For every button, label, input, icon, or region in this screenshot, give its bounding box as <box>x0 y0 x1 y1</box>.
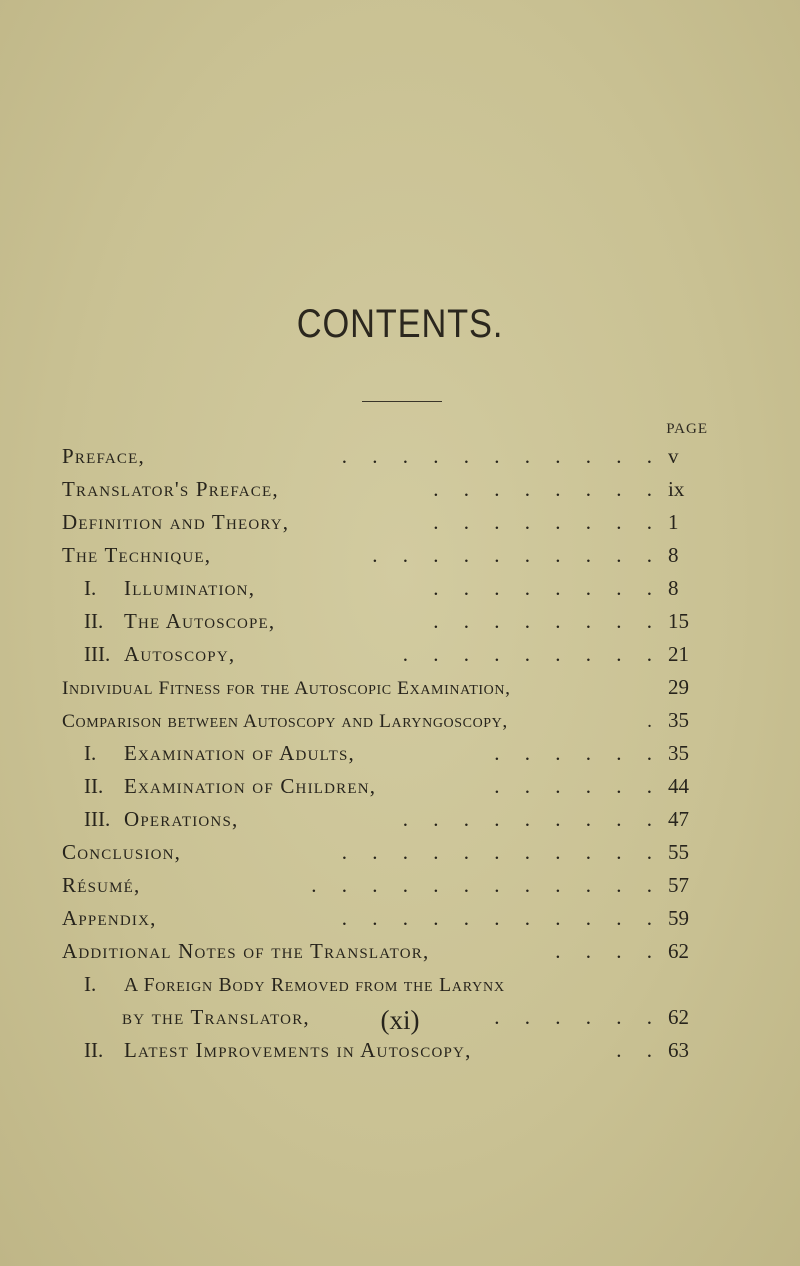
entry-leader: . . . . . . <box>494 741 662 765</box>
entry-page: 1 <box>668 510 679 534</box>
entry-leader: . . . . <box>555 939 662 963</box>
toc-entry-additional-notes <box>62 936 708 966</box>
entry-label: Latest Improvements in Autoscopy, <box>124 1038 472 1062</box>
toc-entry-resume <box>62 870 708 900</box>
entry-label: Definition and Theory, <box>62 510 290 534</box>
entry-label: The Autoscope, <box>124 609 276 633</box>
toc-entry-translators-preface <box>62 474 708 504</box>
entry-numeral: II. <box>84 609 104 633</box>
entry-label: Illumination, <box>124 576 256 600</box>
entry-page: 8 <box>668 576 679 600</box>
entry-label: Examination of Children, <box>124 774 377 798</box>
entry-page: 35 <box>668 741 689 765</box>
entry-leader: . . . . . . . . <box>433 576 662 600</box>
entry-numeral: I. <box>84 741 97 765</box>
entry-leader: . . . . . . . . . <box>402 642 662 666</box>
entry-label: Additional Notes of the Translator, <box>62 939 430 963</box>
entry-numeral: III. <box>84 642 111 666</box>
entry-label: Operations, <box>124 807 239 831</box>
toc-entry-comparison <box>62 705 708 735</box>
entry-leader: . <box>647 711 662 732</box>
entry-page: 35 <box>668 708 689 732</box>
entry-page: 63 <box>668 1038 689 1062</box>
toc-entry-preface <box>62 441 708 471</box>
toc-entry-individual-fitness <box>62 672 708 702</box>
entry-numeral: I. <box>84 972 97 996</box>
toc-entry-latest-improvements <box>84 1035 708 1065</box>
entry-page: 62 <box>668 1005 689 1029</box>
toc-entry-definition <box>62 507 708 537</box>
entry-page: 15 <box>668 609 689 633</box>
page-folio: (xi) <box>380 1005 420 1035</box>
toc-entry-technique <box>62 540 708 570</box>
entry-numeral: II. <box>84 774 104 798</box>
entry-label: Autoscopy, <box>124 642 236 666</box>
entry-page: v <box>668 444 679 468</box>
toc-entry-conclusion <box>62 837 708 867</box>
entry-page: 8 <box>668 543 679 567</box>
entry-label: Preface, <box>62 444 145 468</box>
page-title: CONTENTS. <box>296 302 504 346</box>
entry-numeral: III. <box>84 807 111 831</box>
entry-leader: . . . . . . . . . . . <box>341 906 662 930</box>
entry-page: 21 <box>668 642 689 666</box>
entry-label: Individual Fitness for the Autoscopic Examination, <box>62 678 511 699</box>
entry-numeral: I. <box>84 576 97 600</box>
entry-page: 62 <box>668 939 689 963</box>
entry-label: Appendix, <box>62 906 157 930</box>
entry-leader: . . <box>616 1038 662 1062</box>
entry-label: Examination of Adults, <box>124 741 355 765</box>
toc-entry-autoscope <box>84 606 708 636</box>
entry-leader: . . . . . . . . <box>433 510 662 534</box>
entry-page: 47 <box>668 807 689 831</box>
entry-page: 59 <box>668 906 689 930</box>
toc-entry-illumination <box>84 573 708 603</box>
entry-numeral: II. <box>84 1038 104 1062</box>
toc-entry-foreign-body <box>84 969 708 999</box>
entry-label: Translator's Preface, <box>62 477 279 501</box>
entry-leader: . . . . . . . . . . . . <box>311 873 662 897</box>
entry-label: Conclusion, <box>62 840 182 864</box>
entry-label: The Technique, <box>62 543 212 567</box>
entry-label: Résumé, <box>62 873 141 897</box>
entry-leader: . . . . . . . . . . . <box>341 840 662 864</box>
entry-leader: . . . . . . . . . . . <box>341 444 662 468</box>
entry-page: ix <box>668 477 685 501</box>
entry-label: Comparison between Autoscopy and Laryngoscopy, <box>62 711 508 732</box>
entry-leader: . . . . . . <box>494 774 662 798</box>
title-rule <box>362 401 442 402</box>
entry-leader: . . . . . . . . <box>433 477 662 501</box>
toc-entry-examination-children <box>84 771 708 801</box>
toc-entry-autoscopy <box>84 639 708 669</box>
entry-leader: . . . . . . <box>494 1005 662 1029</box>
entry-label: by the Translator, <box>122 1005 310 1029</box>
entry-leader: . . . . . . . . . <box>402 807 662 831</box>
entry-page: 29 <box>668 675 689 699</box>
entry-page: 57 <box>668 873 689 897</box>
entry-leader: . . . . . . . . . . <box>372 543 662 567</box>
entry-page: 44 <box>668 774 689 798</box>
toc-entry-examination-adults <box>84 738 708 768</box>
entry-label: A Foreign Body Removed from the Larynx <box>124 975 505 996</box>
page-column-heading: PAGE <box>666 421 708 437</box>
toc-entry-appendix <box>62 903 708 933</box>
entry-leader: . . . . . . . . <box>433 609 662 633</box>
toc-entry-operations <box>84 804 708 834</box>
entry-page: 55 <box>668 840 689 864</box>
